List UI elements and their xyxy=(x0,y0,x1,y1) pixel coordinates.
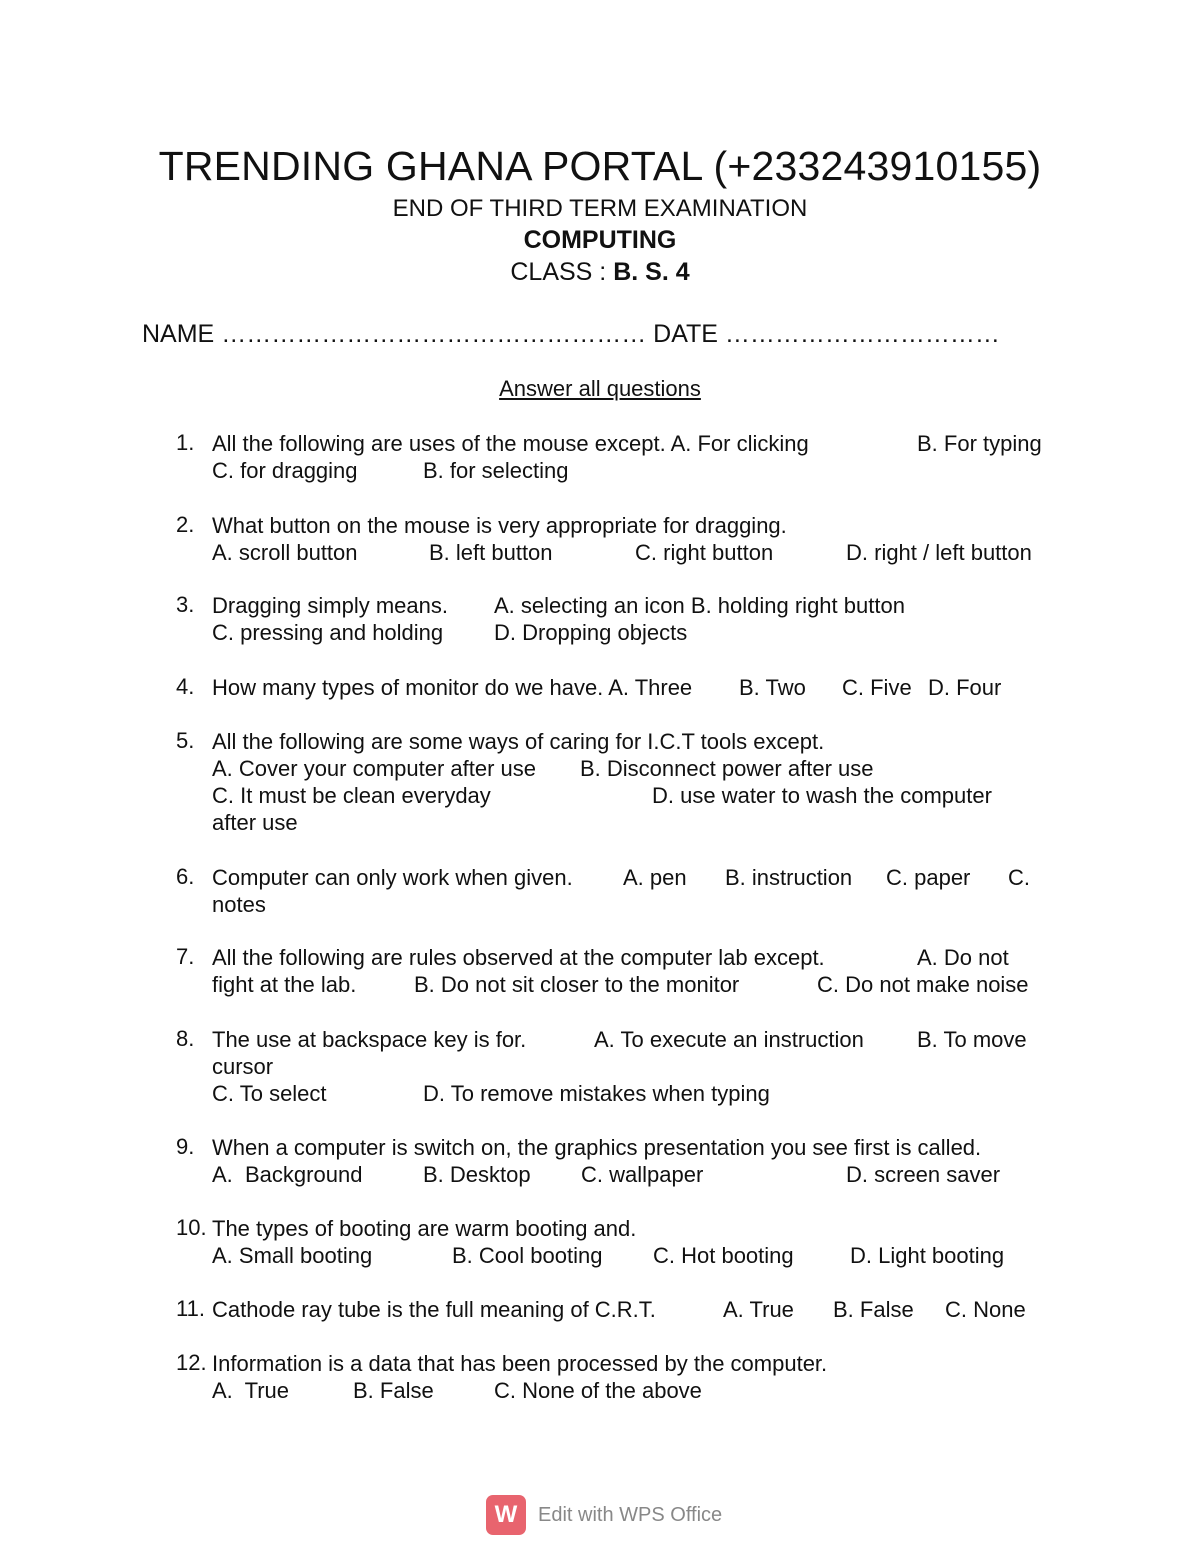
question-text: Dragging simply means. xyxy=(212,593,448,618)
answer-option: B. Desktop xyxy=(423,1162,531,1187)
answer-option: B. To move xyxy=(917,1027,1027,1052)
answer-option: B. False xyxy=(833,1297,914,1322)
question-11 xyxy=(176,1296,1076,1323)
wps-footer-text: Edit with WPS Office xyxy=(538,1503,723,1526)
question-line xyxy=(176,592,1076,619)
question-9 xyxy=(176,1134,1076,1188)
answer-option: C. paper xyxy=(886,865,971,890)
answer-option: C. pressing and holding xyxy=(212,620,444,645)
answer-option: D. right / left button xyxy=(846,540,1032,565)
question-line xyxy=(176,755,1076,782)
answer-option: A. pen xyxy=(623,865,687,890)
question-2 xyxy=(176,512,1076,566)
answer-option: A. selecting an icon B. holding right button xyxy=(494,593,905,618)
answer-option: A. Cover your computer after use xyxy=(212,756,537,781)
question-line xyxy=(176,809,1076,836)
question-line xyxy=(176,891,1076,918)
question-number: 12. xyxy=(176,1350,207,1375)
question-text: All the following are some ways of caring for I.C.T tools except. xyxy=(212,729,825,754)
question-line xyxy=(176,1134,1076,1161)
question-line xyxy=(176,1161,1076,1188)
date-blank: …………………………… xyxy=(724,320,1000,348)
answer-option: B. For typing xyxy=(917,431,1042,456)
question-number: 8. xyxy=(176,1026,195,1051)
question-line xyxy=(176,1215,1076,1242)
answer-option: A. To execute an instruction xyxy=(594,1027,864,1052)
question-line xyxy=(176,512,1076,539)
answer-option: C. Hot booting xyxy=(653,1243,794,1268)
answer-option: B. Two xyxy=(739,675,806,700)
answer-option: B. Disconnect power after use xyxy=(580,756,874,781)
question-10 xyxy=(176,1215,1076,1269)
answer-option: C. It must be clean everyday xyxy=(212,783,491,808)
question-line xyxy=(176,1296,1076,1323)
answer-option: B. False xyxy=(353,1378,434,1403)
answer-option: B. for selecting xyxy=(423,458,569,483)
wps-footer[interactable] xyxy=(486,1494,722,1536)
answer-option: C. None xyxy=(945,1297,1026,1322)
answer-option: A. Small booting xyxy=(212,1243,373,1268)
answer-option: C. right button xyxy=(635,540,774,565)
question-7 xyxy=(176,944,1076,998)
question-line xyxy=(176,1053,1076,1080)
question-6 xyxy=(176,864,1076,918)
answer-option: D. Four xyxy=(928,675,1002,700)
class-line xyxy=(0,256,1200,288)
answer-option: notes xyxy=(212,892,266,917)
answer-option: B. Cool booting xyxy=(452,1243,603,1268)
answer-option: C. wallpaper xyxy=(581,1162,704,1187)
wps-logo-icon: W xyxy=(486,1495,526,1535)
document-header xyxy=(0,140,1200,288)
class-label: CLASS : xyxy=(510,258,614,286)
question-line xyxy=(176,1026,1076,1053)
question-text: When a computer is switch on, the graphics presentation you see first is called. xyxy=(212,1135,982,1160)
question-number: 5. xyxy=(176,728,195,753)
question-3 xyxy=(176,592,1076,646)
answer-option: A. True xyxy=(212,1378,290,1403)
portal-title: TRENDING GHANA PORTAL (+233243910155) xyxy=(158,143,1042,189)
exam-title: END OF THIRD TERM EXAMINATION xyxy=(392,195,808,222)
question-line xyxy=(176,728,1076,755)
question-number: 11. xyxy=(176,1296,205,1321)
question-number: 1. xyxy=(176,430,195,455)
answer-option: C. None of the above xyxy=(494,1378,702,1403)
answer-option: A. True xyxy=(723,1297,794,1322)
question-text: The use at backspace key is for. xyxy=(212,1027,527,1052)
answer-option: D. Light booting xyxy=(850,1243,1005,1268)
question-text: All the following are rules observed at the computer lab except. xyxy=(212,945,825,970)
date-label: DATE xyxy=(653,320,718,348)
answer-option: C. xyxy=(1008,865,1030,890)
question-number: 4. xyxy=(176,674,195,699)
answer-option: fight at the lab. xyxy=(212,972,357,997)
answer-option: C. To select xyxy=(212,1081,327,1106)
question-line xyxy=(176,430,1076,457)
question-line xyxy=(176,674,1076,701)
class-value: B. S. 4 xyxy=(613,258,690,286)
question-line xyxy=(176,1350,1076,1377)
question-line xyxy=(176,944,1076,971)
answer-option: B. left button xyxy=(429,540,553,565)
answer-option: B. instruction xyxy=(725,865,853,890)
question-4 xyxy=(176,674,1076,701)
instruction: Answer all questions xyxy=(499,376,701,401)
answer-option: D. To remove mistakes when typing xyxy=(423,1081,770,1106)
answer-option: D. use water to wash the computer xyxy=(652,783,992,808)
question-text: What button on the mouse is very appropriate for dragging. xyxy=(212,513,787,538)
answer-option: cursor xyxy=(212,1054,274,1079)
question-line xyxy=(176,457,1076,484)
answer-option: after use xyxy=(212,810,298,835)
question-number: 3. xyxy=(176,592,195,617)
question-text: Information is a data that has been processed by the computer. xyxy=(212,1351,828,1376)
question-number: 10. xyxy=(176,1215,207,1240)
question-line xyxy=(176,539,1076,566)
question-line xyxy=(176,619,1076,646)
question-text: The types of booting are warm booting and. xyxy=(212,1216,637,1241)
question-line xyxy=(176,971,1076,998)
answer-option: C. Five xyxy=(842,675,912,700)
name-date-line xyxy=(142,318,1000,350)
question-number: 7. xyxy=(176,944,195,969)
question-12 xyxy=(176,1350,1076,1404)
question-text: All the following are uses of the mouse except. A. For clicking xyxy=(212,431,809,456)
question-text: How many types of monitor do we have. A. Three xyxy=(212,675,693,700)
question-number: 9. xyxy=(176,1134,195,1159)
question-number: 6. xyxy=(176,864,195,889)
question-text: Computer can only work when given. xyxy=(212,865,573,890)
subject-title: COMPUTING xyxy=(523,226,677,254)
question-5 xyxy=(176,728,1076,836)
question-number: 2. xyxy=(176,512,195,537)
question-8 xyxy=(176,1026,1076,1107)
question-line xyxy=(176,782,1076,809)
name-blank: …………………………………………… xyxy=(221,320,647,348)
question-line xyxy=(176,864,1076,891)
name-label: NAME xyxy=(142,320,215,348)
answer-option: D. screen saver xyxy=(846,1162,1001,1187)
answer-option: B. Do not sit closer to the monitor xyxy=(414,972,740,997)
answer-option: C. Do not make noise xyxy=(817,972,1029,997)
question-line xyxy=(176,1080,1076,1107)
answer-option: A. Do not xyxy=(917,945,1009,970)
answer-option: C. for dragging xyxy=(212,458,358,483)
question-1 xyxy=(176,430,1076,484)
answer-option: A. scroll button xyxy=(212,540,358,565)
question-text: Cathode ray tube is the full meaning of C.R.T. xyxy=(212,1297,656,1322)
answer-option: D. Dropping objects xyxy=(494,620,688,645)
question-line xyxy=(176,1242,1076,1269)
question-line xyxy=(176,1377,1076,1404)
answer-option: A. Background xyxy=(212,1162,363,1187)
